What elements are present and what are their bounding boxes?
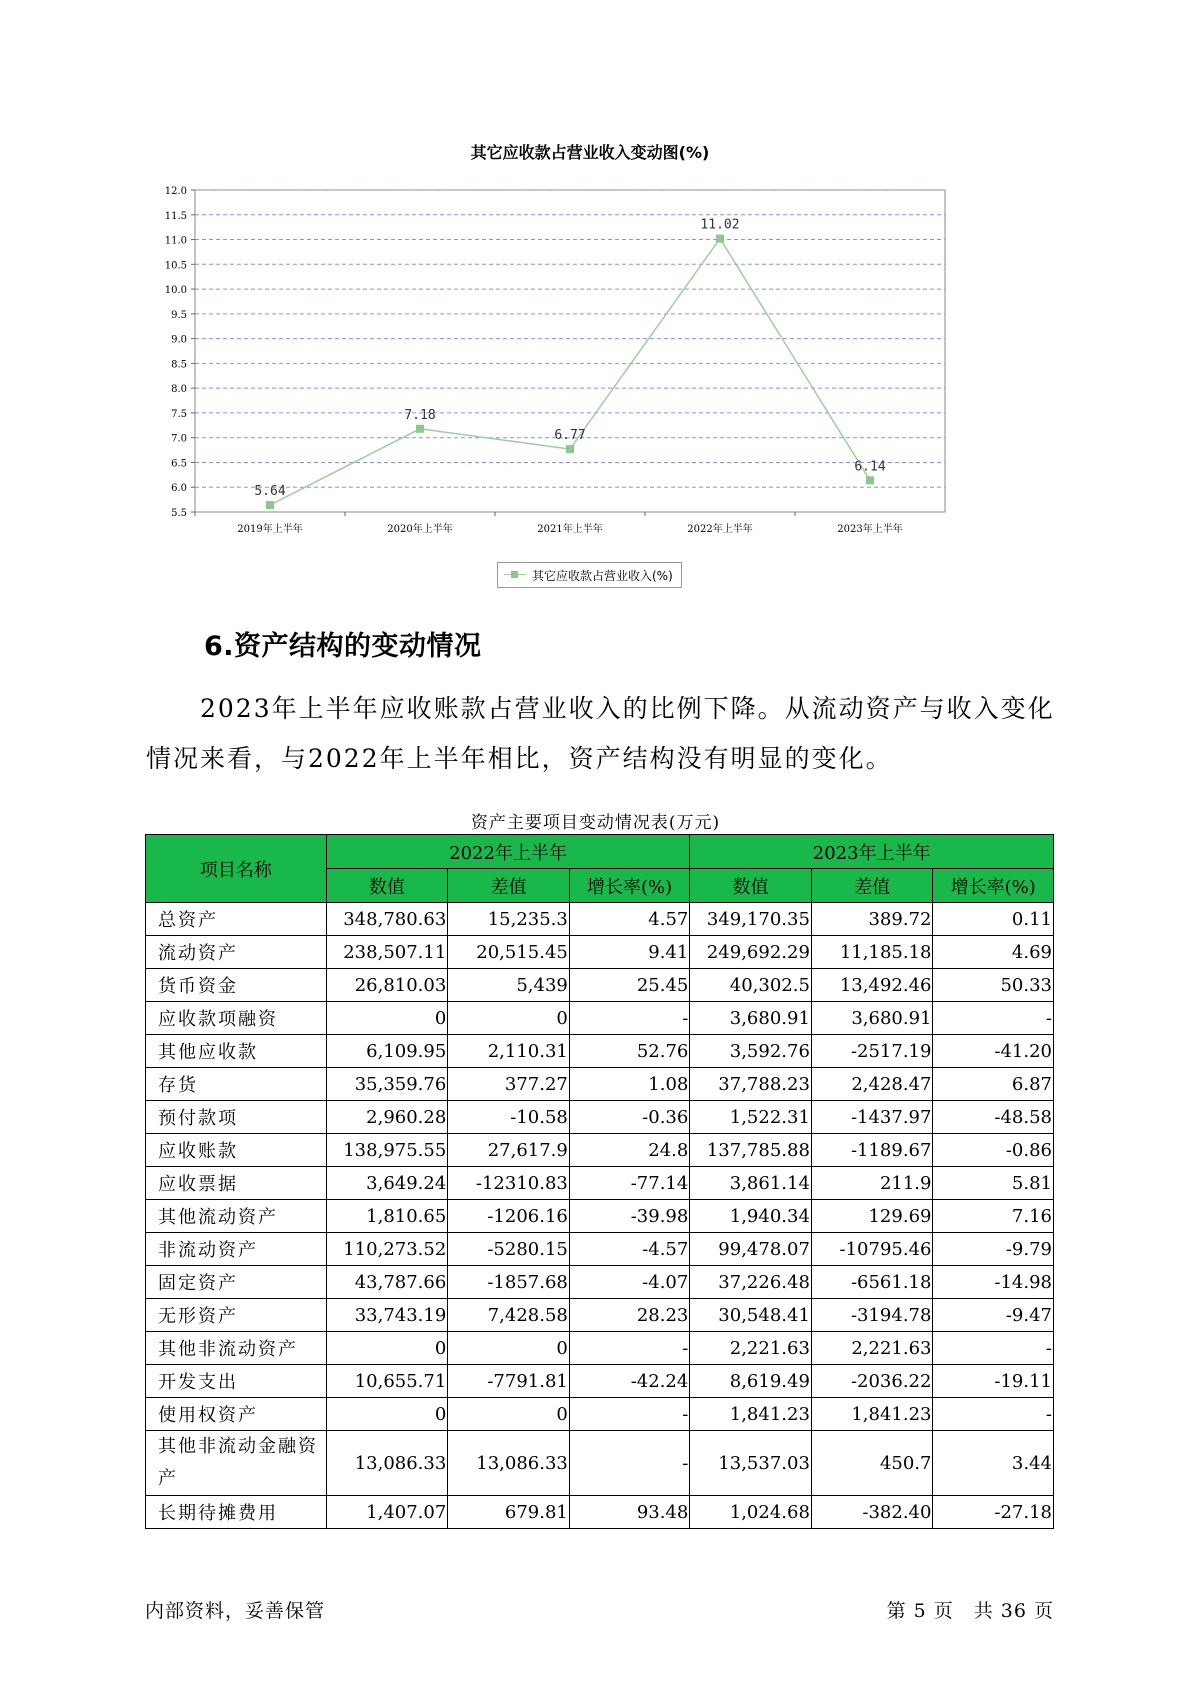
data-label: 11.02 (700, 217, 740, 233)
y-tick-label: 5.5 (171, 508, 187, 519)
row-value: 52.76 (569, 1035, 689, 1068)
section-heading: 6.资产结构的变动情况 (204, 631, 482, 662)
section-paragraph: 2023年上半年应收账款占营业收入的比例下降。从流动资产与收入变化情况来看，与2022年上半年相比，资产结构没有明显的变化。 (146, 694, 1055, 773)
row-value: 4.69 (933, 936, 1054, 969)
table-row (146, 1134, 1054, 1167)
row-value: -19.11 (933, 1365, 1054, 1398)
row-value: 348,780.63 (326, 903, 448, 936)
row-value: -1857.68 (448, 1266, 570, 1299)
data-point (866, 476, 874, 484)
row-value: 0 (448, 1398, 570, 1431)
row-value: 37,788.23 (690, 1068, 812, 1101)
row-value: -10795.46 (811, 1233, 933, 1266)
table-row (146, 1398, 1054, 1431)
y-tick-label: 10.5 (164, 260, 187, 272)
row-value: 10,655.71 (326, 1365, 448, 1398)
row-label: 无形资产 (146, 1299, 327, 1332)
row-value: 26,810.03 (326, 969, 448, 1002)
row-value: 2,221.63 (811, 1332, 933, 1365)
row-value: 2,960.28 (326, 1101, 448, 1134)
row-value: 450.7 (811, 1431, 933, 1496)
row-value: -41.20 (933, 1035, 1054, 1068)
row-value: 3,680.91 (690, 1002, 812, 1035)
row-value: 9.41 (569, 936, 689, 969)
table-body (146, 903, 1054, 1529)
header-diff: 差值 (811, 869, 933, 903)
row-value: -7791.81 (448, 1365, 570, 1398)
row-value: 389.72 (811, 903, 933, 936)
row-value: 40,302.5 (690, 969, 812, 1002)
row-value: -9.47 (933, 1299, 1054, 1332)
data-label: 7.18 (404, 407, 436, 423)
row-value: 138,975.55 (326, 1134, 448, 1167)
data-label: 6.77 (554, 428, 586, 444)
row-value: 6,109.95 (326, 1035, 448, 1068)
row-value: -27.18 (933, 1496, 1054, 1529)
row-value: 13,537.03 (690, 1431, 812, 1496)
row-value: -48.58 (933, 1101, 1054, 1134)
row-value: -4.07 (569, 1266, 689, 1299)
row-value: 0 (326, 1398, 448, 1431)
row-value: 20,515.45 (448, 936, 570, 969)
row-value: -42.24 (569, 1365, 689, 1398)
y-tick-label: 8.5 (171, 359, 187, 371)
row-label: 预付款项 (146, 1101, 327, 1134)
row-value: -5280.15 (448, 1233, 570, 1266)
row-value: -14.98 (933, 1266, 1054, 1299)
row-label: 其他流动资产 (146, 1200, 327, 1233)
data-label: 5.64 (254, 484, 286, 500)
row-label: 流动资产 (146, 936, 327, 969)
row-value: -1189.67 (811, 1134, 933, 1167)
row-value: 1,841.23 (690, 1398, 812, 1431)
row-value: 25.45 (569, 969, 689, 1002)
row-value: -382.40 (811, 1496, 933, 1529)
row-value: 13,492.46 (811, 969, 933, 1002)
header-period-2023: 2023年上半年 (690, 835, 1054, 869)
row-value: - (569, 1332, 689, 1365)
row-value: 110,273.52 (326, 1233, 448, 1266)
row-value: 4.57 (569, 903, 689, 936)
header-item-name: 项目名称 (146, 835, 327, 903)
row-value: 30,548.41 (690, 1299, 812, 1332)
row-value: - (569, 1398, 689, 1431)
table-row (146, 1167, 1054, 1200)
row-value: 6.87 (933, 1068, 1054, 1101)
x-tick-label: 2019年上半年 (237, 524, 303, 535)
row-value: -6561.18 (811, 1266, 933, 1299)
row-label: 其他非流动资产 (146, 1332, 327, 1365)
table-row (146, 936, 1054, 969)
y-tick-label: 11.5 (164, 210, 187, 222)
row-label: 应收款项融资 (146, 1002, 327, 1035)
y-tick-label: 8.0 (171, 384, 187, 396)
x-tick-label: 2023年上半年 (837, 524, 903, 535)
chart-plot (150, 164, 1030, 584)
row-label: 非流动资产 (146, 1233, 327, 1266)
row-value: 5.81 (933, 1167, 1054, 1200)
row-value: 3,592.76 (690, 1035, 812, 1068)
row-value: -0.86 (933, 1134, 1054, 1167)
row-value: 93.48 (569, 1496, 689, 1529)
header-growth: 增长率(%) (569, 869, 689, 903)
data-point (416, 425, 424, 433)
row-value: 3.44 (933, 1431, 1054, 1496)
header-diff: 差值 (448, 869, 570, 903)
row-label: 总资产 (146, 903, 327, 936)
table-header-row (146, 835, 1054, 869)
table-row (146, 1365, 1054, 1398)
y-tick-label: 9.5 (171, 309, 187, 321)
row-value: 1,522.31 (690, 1101, 812, 1134)
row-value: -9.79 (933, 1233, 1054, 1266)
row-value: 3,649.24 (326, 1167, 448, 1200)
row-label: 使用权资产 (146, 1398, 327, 1431)
y-tick-label: 6.5 (171, 458, 187, 470)
table-row (146, 1200, 1054, 1233)
row-label: 其他非流动金融资产 (146, 1431, 327, 1496)
row-value: 0 (448, 1332, 570, 1365)
table-row (146, 1266, 1054, 1299)
row-value: -1206.16 (448, 1200, 570, 1233)
row-value: 8,619.49 (690, 1365, 812, 1398)
row-value: 1,810.65 (326, 1200, 448, 1233)
row-value: 1.08 (569, 1068, 689, 1101)
row-value: 2,110.31 (448, 1035, 570, 1068)
row-value: -1437.97 (811, 1101, 933, 1134)
table-row (146, 903, 1054, 936)
table-row (146, 1068, 1054, 1101)
table-row (146, 1002, 1054, 1035)
line-chart (150, 138, 1030, 590)
row-label: 固定资产 (146, 1266, 327, 1299)
row-value: 129.69 (811, 1200, 933, 1233)
row-value: 1,024.68 (690, 1496, 812, 1529)
row-value: 35,359.76 (326, 1068, 448, 1101)
table-row (146, 1431, 1054, 1496)
row-value: 13,086.33 (326, 1431, 448, 1496)
row-label: 应收票据 (146, 1167, 327, 1200)
row-value: 24.8 (569, 1134, 689, 1167)
row-value: -2036.22 (811, 1365, 933, 1398)
row-value: 1,940.34 (690, 1200, 812, 1233)
data-point (716, 235, 724, 243)
plot-area (195, 190, 945, 512)
y-tick-label: 7.5 (171, 408, 187, 420)
row-value: 349,170.35 (690, 903, 812, 936)
row-value: 0 (448, 1002, 570, 1035)
chart-legend (497, 562, 682, 588)
row-value: 679.81 (448, 1496, 570, 1529)
row-value: -39.98 (569, 1200, 689, 1233)
table-row (146, 1496, 1054, 1529)
y-tick-label: 6.0 (171, 483, 187, 495)
row-value: 99,478.07 (690, 1233, 812, 1266)
row-value: 27,617.9 (448, 1134, 570, 1167)
x-tick-label: 2021年上半年 (537, 524, 603, 535)
row-value: 377.27 (448, 1068, 570, 1101)
y-tick-label: 12.0 (164, 186, 187, 197)
asset-change-table (145, 834, 1054, 1529)
row-value: -3194.78 (811, 1299, 933, 1332)
row-value: 3,861.14 (690, 1167, 812, 1200)
row-label: 其他应收款 (146, 1035, 327, 1068)
row-label: 存货 (146, 1068, 327, 1101)
row-value: 7,428.58 (448, 1299, 570, 1332)
header-growth: 增长率(%) (933, 869, 1054, 903)
x-tick-label: 2022年上半年 (687, 524, 753, 535)
row-value: -77.14 (569, 1167, 689, 1200)
row-value: 249,692.29 (690, 936, 812, 969)
y-tick-label: 10.0 (164, 285, 187, 297)
legend-label: 其它应收款占营业收入(%) (532, 568, 673, 583)
footer-page-number: 第 5 页 共 36 页 (886, 1600, 1054, 1622)
table-row (146, 1332, 1054, 1365)
header-value: 数值 (326, 869, 448, 903)
table-row (146, 969, 1054, 1002)
table-caption: 资产主要项目变动情况表(万元) (470, 813, 721, 833)
footer-confidential-note: 内部资料，妥善保管 (145, 1600, 326, 1622)
row-value: -2517.19 (811, 1035, 933, 1068)
row-value: - (933, 1332, 1054, 1365)
data-point (266, 501, 274, 509)
header-period-2022: 2022年上半年 (326, 835, 690, 869)
row-value: 2,428.47 (811, 1068, 933, 1101)
row-value: 13,086.33 (448, 1431, 570, 1496)
row-value: -0.36 (569, 1101, 689, 1134)
row-value: 0 (326, 1002, 448, 1035)
row-label: 长期待摊费用 (146, 1496, 327, 1529)
row-value: 2,221.63 (690, 1332, 812, 1365)
row-value: 0 (326, 1332, 448, 1365)
row-value: 0.11 (933, 903, 1054, 936)
x-tick-label: 2020年上半年 (387, 524, 453, 535)
y-tick-label: 7.0 (171, 433, 187, 445)
row-value: - (933, 1398, 1054, 1431)
row-value: 7.16 (933, 1200, 1054, 1233)
data-point (566, 445, 574, 453)
table-row (146, 1299, 1054, 1332)
row-value: -4.57 (569, 1233, 689, 1266)
table-row (146, 1233, 1054, 1266)
row-value: 28.23 (569, 1299, 689, 1332)
row-value: 211.9 (811, 1167, 933, 1200)
row-value: 1,407.07 (326, 1496, 448, 1529)
row-value: - (569, 1002, 689, 1035)
row-label: 货币资金 (146, 969, 327, 1002)
row-value: 1,841.23 (811, 1398, 933, 1431)
row-value: 50.33 (933, 969, 1054, 1002)
data-label: 6.14 (854, 459, 886, 475)
row-value: 37,226.48 (690, 1266, 812, 1299)
row-value: - (933, 1002, 1054, 1035)
row-value: -10.58 (448, 1101, 570, 1134)
row-value: - (569, 1431, 689, 1496)
row-value: 5,439 (448, 969, 570, 1002)
row-value: 137,785.88 (690, 1134, 812, 1167)
row-value: 43,787.66 (326, 1266, 448, 1299)
legend-line-marker-icon (504, 570, 526, 580)
row-value: -12310.83 (448, 1167, 570, 1200)
row-value: 3,680.91 (811, 1002, 933, 1035)
row-value: 15,235.3 (448, 903, 570, 936)
row-label: 开发支出 (146, 1365, 327, 1398)
row-value: 11,185.18 (811, 936, 933, 969)
table-row (146, 1101, 1054, 1134)
header-value: 数值 (690, 869, 812, 903)
y-tick-label: 9.0 (171, 334, 187, 346)
y-tick-label: 11.0 (164, 235, 187, 247)
row-label: 应收账款 (146, 1134, 327, 1167)
row-value: 238,507.11 (326, 936, 448, 969)
chart-title: 其它应收款占营业收入变动图(%) (470, 143, 710, 162)
row-value: 33,743.19 (326, 1299, 448, 1332)
table-row (146, 1035, 1054, 1068)
